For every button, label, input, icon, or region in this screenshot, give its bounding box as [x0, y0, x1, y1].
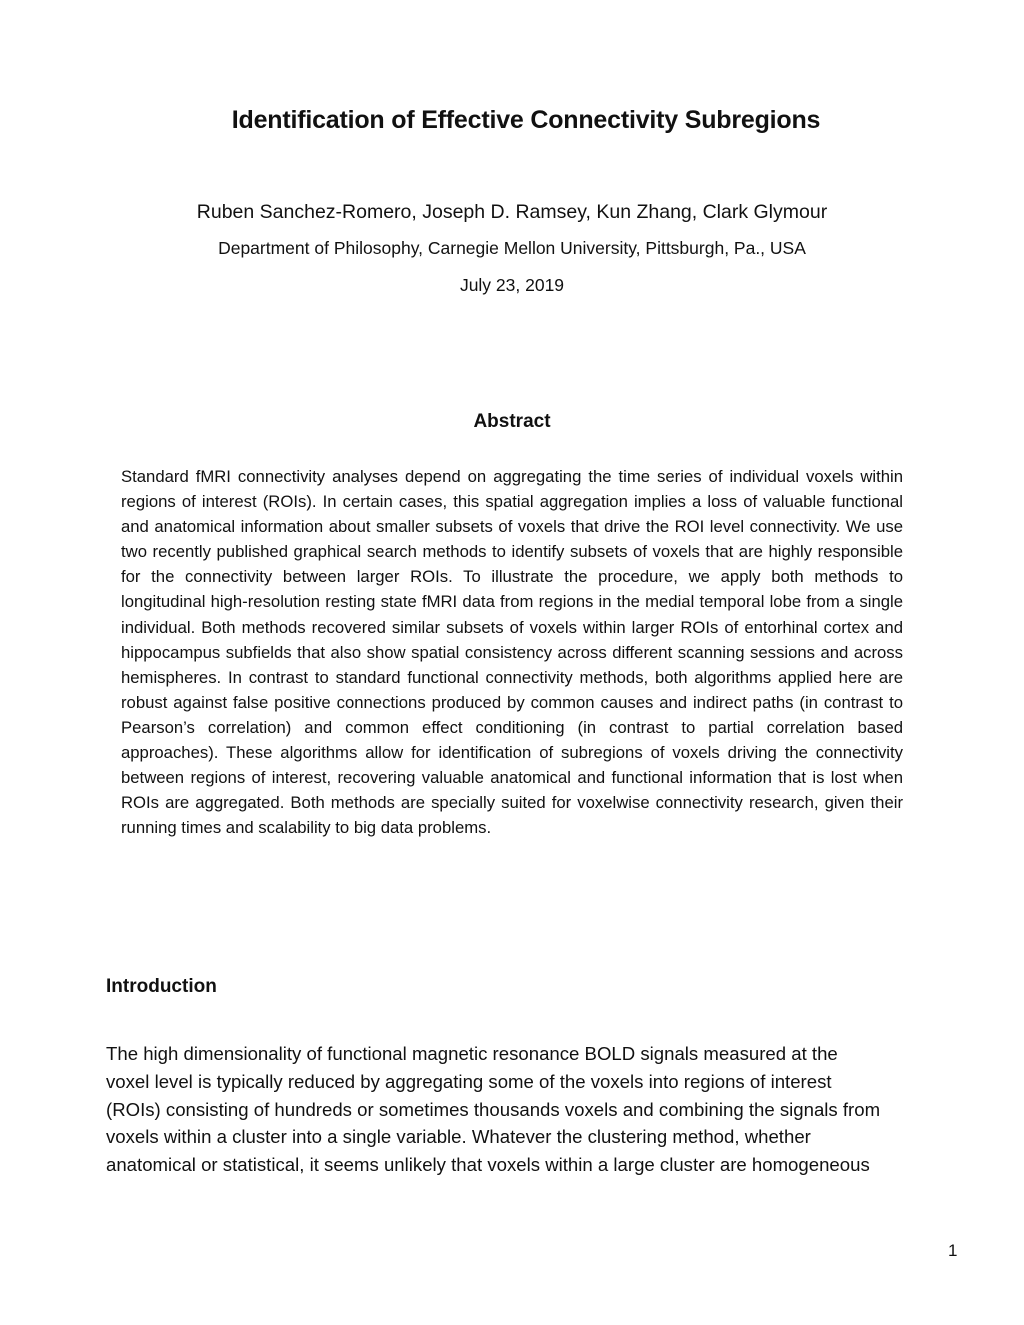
abstract-heading: Abstract — [473, 411, 551, 432]
introduction-text: The high dimensionality of functional magnetic resonance BOLD signals measured at the voxel level is typically reduced by aggregating some of the voxels into regions of interest (ROIs) consisting of hundreds or sometimes thousands voxels and combining the signals from voxels within a cluster into a single variable. Whatever the clustering method, whether anatomical or statistical, it seems unlikely that voxels within a large cluster are homogeneous — [106, 1043, 881, 1176]
page-number: 1 — [948, 1241, 958, 1260]
introduction-heading: Introduction — [106, 976, 217, 997]
abstract-text: Standard fMRI connectivity analyses depend on aggregating the time series of individual voxels within regions of interest (ROIs). In certain cases, this spatial aggregation implies a loss of valuable functional and anatomical information about smaller subsets of voxels that drive the ROI level connectivity. We use two recently published graphical search methods to identify subsets of voxels that are highly responsible for the connectivity between larger ROIs. To illustrate the procedure, we apply both methods to longitudinal high-resolution resting state fMRI data from regions in the medial temporal lobe from a single individual. Both methods recovered similar subsets of voxels within larger ROIs of entorhinal cortex and hippocampus subfields that also show spatial consistency across different scanning sessions and across hemispheres. In contrast to standard functional connectivity methods, both algorithms applied here are robust against false positive connections produced by common causes and indirect paths (in contrast to Pearson’s correlation) and common effect conditioning (in contrast to partial correlation based approaches). These algorithms allow for identification of subregions of voxels driving the connectivity between regions of interest, recovering valuable anatomical and functional information that is lost when ROIs are aggregated. Both methods are specially suited for voxelwise connectivity research, given their running times and scalability to big data problems. — [121, 467, 903, 838]
affiliation: Department of Philosophy, Carnegie Mellon University, Pittsburgh, Pa., USA — [218, 238, 806, 258]
paper-title: Identification of Effective Connectivity Subregions — [231, 106, 821, 134]
publication-date: July 23, 2019 — [459, 275, 565, 295]
author-list: Ruben Sanchez-Romero, Joseph D. Ramsey, Kun Zhang, Clark Glymour — [196, 201, 828, 223]
